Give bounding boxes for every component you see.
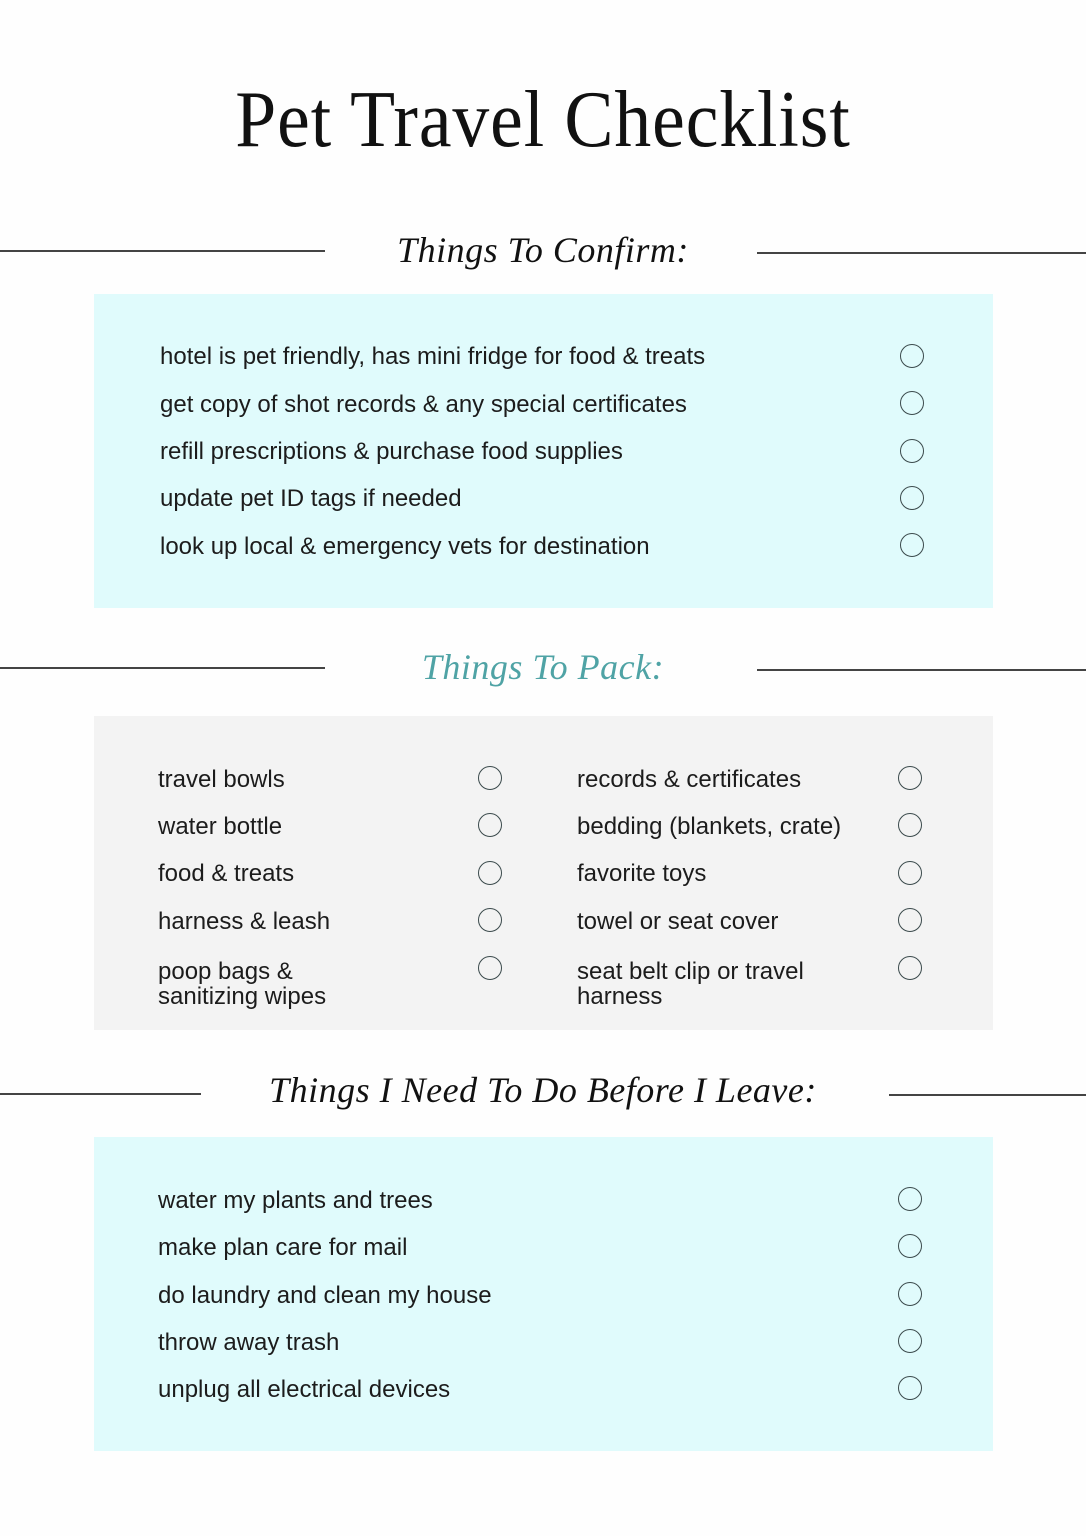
pack-panel bbox=[94, 716, 993, 1030]
list-item: harness & leash bbox=[158, 908, 331, 935]
section-title: Things I Need To Do Before I Leave: bbox=[269, 1070, 817, 1110]
list-item: towel or seat cover bbox=[577, 908, 779, 935]
divider-right bbox=[889, 1094, 1086, 1096]
section-heading-pack bbox=[0, 637, 1086, 697]
list-item: water my plants and trees bbox=[158, 1187, 433, 1214]
section-heading-leave bbox=[0, 1060, 1086, 1120]
checkbox-circle[interactable] bbox=[898, 956, 922, 980]
list-item: favorite toys bbox=[577, 860, 707, 887]
checkbox-circle[interactable] bbox=[900, 533, 924, 557]
list-item: unplug all electrical devices bbox=[158, 1376, 451, 1403]
list-item: food & treats bbox=[158, 860, 295, 887]
divider-right bbox=[757, 669, 1086, 671]
list-item: travel bowls bbox=[158, 766, 285, 793]
list-item: records & certificates bbox=[577, 766, 802, 793]
checkbox-circle[interactable] bbox=[898, 1329, 922, 1353]
checkbox-circle[interactable] bbox=[900, 439, 924, 463]
list-item: seat belt clip or travel harness bbox=[577, 958, 804, 1010]
checkbox-circle[interactable] bbox=[898, 1282, 922, 1306]
list-item: poop bags & sanitizing wipes bbox=[158, 958, 327, 1010]
section-title: Things To Pack: bbox=[421, 647, 665, 687]
section-heading-confirm bbox=[0, 220, 1086, 280]
checkbox-circle[interactable] bbox=[898, 1187, 922, 1211]
list-item: get copy of shot records & any special certificates bbox=[160, 391, 687, 418]
list-item: hotel is pet friendly, has mini fridge for food & treats bbox=[160, 343, 706, 370]
checkbox-circle[interactable] bbox=[900, 391, 924, 415]
list-item: refill prescriptions & purchase food supplies bbox=[160, 438, 623, 465]
list-item: make plan care for mail bbox=[158, 1234, 408, 1261]
confirm-panel bbox=[94, 294, 993, 608]
section-title: Things To Confirm: bbox=[397, 230, 689, 270]
checkbox-circle[interactable] bbox=[898, 861, 922, 885]
checkbox-circle[interactable] bbox=[898, 766, 922, 790]
list-item: update pet ID tags if needed bbox=[160, 485, 462, 512]
checkbox-circle[interactable] bbox=[898, 908, 922, 932]
page-title: Pet Travel Checklist bbox=[235, 76, 851, 164]
list-item: bedding (blankets, crate) bbox=[577, 813, 842, 840]
leave-panel bbox=[94, 1137, 993, 1451]
checkbox-circle[interactable] bbox=[900, 486, 924, 510]
list-item: do laundry and clean my house bbox=[158, 1282, 492, 1309]
checkbox-circle[interactable] bbox=[898, 1376, 922, 1400]
divider-right bbox=[757, 252, 1086, 254]
list-item: throw away trash bbox=[158, 1329, 340, 1356]
checkbox-circle[interactable] bbox=[478, 956, 502, 980]
checkbox-circle[interactable] bbox=[898, 813, 922, 837]
checkbox-circle[interactable] bbox=[478, 766, 502, 790]
checkbox-circle[interactable] bbox=[900, 344, 924, 368]
checkbox-circle[interactable] bbox=[478, 861, 502, 885]
checkbox-circle[interactable] bbox=[478, 813, 502, 837]
list-item: water bottle bbox=[158, 813, 283, 840]
checkbox-circle[interactable] bbox=[898, 1234, 922, 1258]
checkbox-circle[interactable] bbox=[478, 908, 502, 932]
list-item: look up local & emergency vets for destination bbox=[160, 533, 650, 560]
